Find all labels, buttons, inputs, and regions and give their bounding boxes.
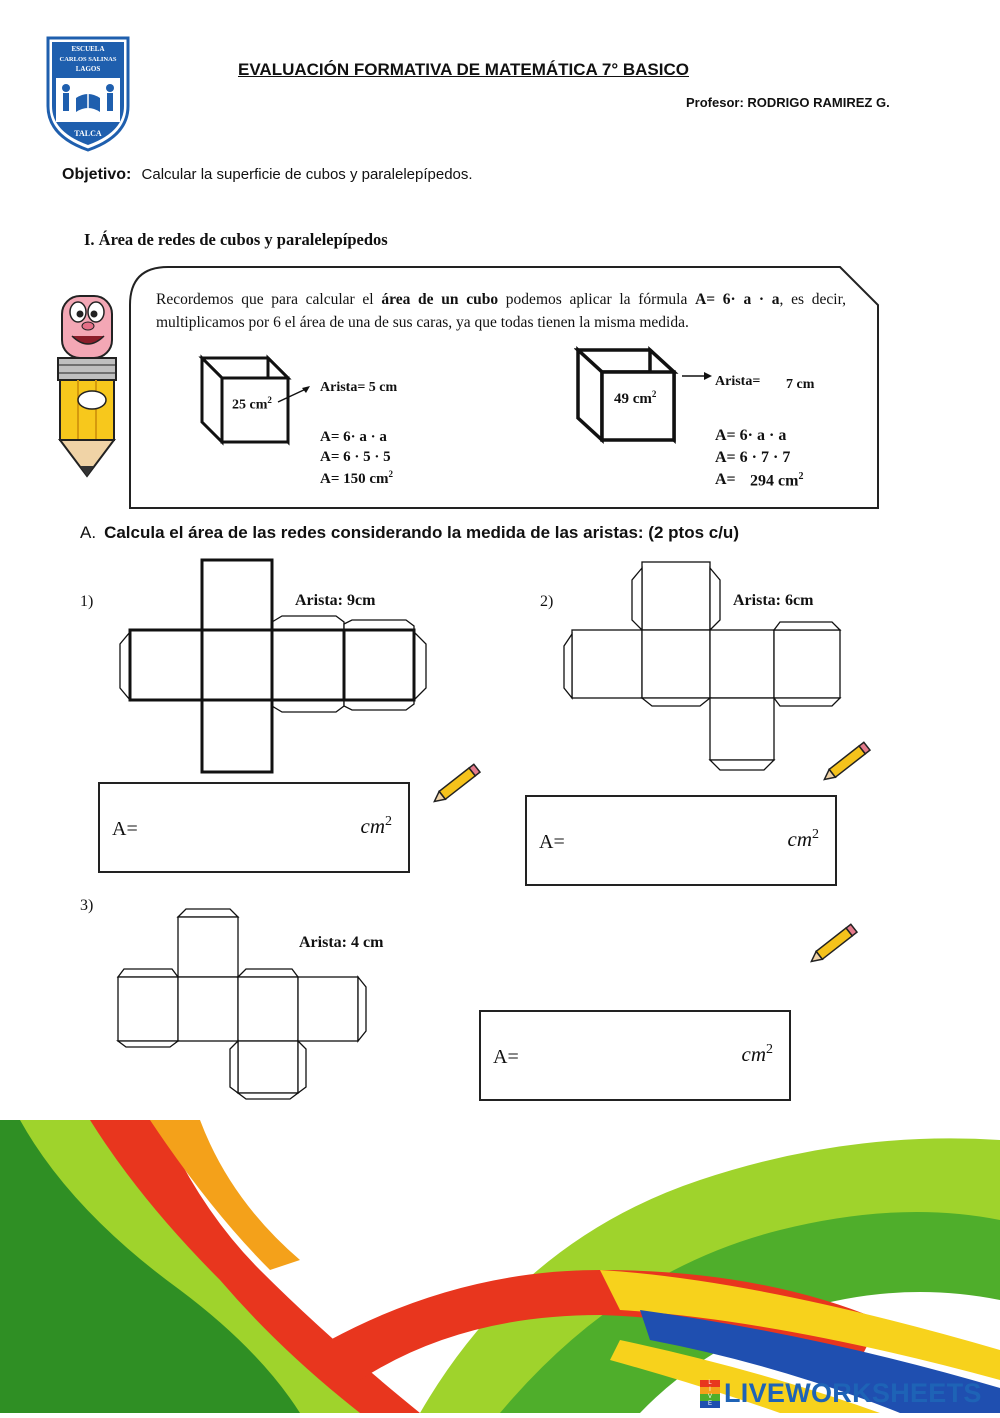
exercise-1-edge: Arista: 9cm	[295, 592, 376, 609]
exercise-3-number: 3)	[80, 897, 94, 914]
answer-label: A=	[539, 831, 565, 853]
example1-face-area: 25 $cm^2$	[232, 395, 272, 413]
answer-label: A=	[493, 1046, 519, 1068]
pencil-mascot	[48, 290, 130, 482]
example2-face-area: 49 $cm^2$	[614, 389, 657, 407]
example2-result: 294 $cm^2$	[750, 471, 804, 490]
arrow-icon	[680, 368, 714, 389]
part-a-instruction	[80, 523, 739, 543]
answer-box-3[interactable]	[479, 1010, 791, 1101]
arrow-icon	[276, 382, 316, 411]
part-a-letter: A.	[80, 523, 97, 542]
teacher-name: Profesor: RODRIGO RAMIREZ G.	[686, 95, 890, 110]
answer-box-1[interactable]	[98, 782, 410, 873]
logo-line-3: LAGOS	[75, 65, 101, 73]
example2-edge-label: Arista=	[715, 374, 761, 389]
watermark-badge: L I V E	[700, 1380, 720, 1408]
objective-label: Objetivo:	[62, 166, 132, 183]
objective	[62, 166, 473, 184]
example2-edge-value: 7 cm	[786, 377, 815, 392]
section-title: I. Área de redes de cubos y paralelepípedos	[84, 230, 388, 249]
example2-line-3: A=	[715, 471, 736, 488]
school-logo	[46, 36, 130, 152]
part-a-text: Calcula el área de las redes considerando la medida de las aristas: (2 ptos c/u)	[104, 523, 739, 542]
answer-box-2[interactable]	[525, 795, 837, 886]
exercise-2-number: 2)	[540, 593, 554, 610]
page-title: EVALUACIÓN FORMATIVA DE MATEMÁTICA 7° BASICO	[238, 60, 689, 79]
example2-line-2: A= 6 · 7 · 7	[715, 449, 791, 466]
answer-label: A=	[112, 818, 138, 840]
pencil-icon	[805, 918, 865, 973]
cube-net-1	[116, 558, 436, 781]
reminder-paragraph	[156, 288, 846, 334]
logo-city: TALCA	[74, 129, 102, 138]
example2-line-1: A= 6· a · a	[715, 427, 787, 444]
reminder-text-3: , es decir, multiplicamos por 6 el área de una de sus caras, ya que todas tienen la misma medida.	[156, 291, 846, 331]
reminder-text-1: Recordemos que para calcular el	[156, 291, 382, 308]
objective-text: Calcular la superficie de cubos y paralelepípedos.	[141, 166, 473, 183]
reminder-text-bold: área de un cubo	[381, 291, 499, 308]
pencil-icon	[818, 736, 878, 791]
reminder-text-2: podemos aplicar la fórmula	[498, 291, 696, 308]
example1-edge: Arista= 5 cm	[320, 380, 398, 395]
example1-line-2: A= 6 · 5 · 5	[320, 449, 391, 465]
exercise-3-edge: Arista: 4 cm	[299, 934, 384, 951]
logo-line-2: CARLOS SALINAS	[59, 56, 117, 63]
watermark-text: LIVEWORKSHEETS	[724, 1378, 982, 1408]
unit-label: $cm^2$	[741, 1042, 773, 1066]
logo-line-1: ESCUELA	[71, 45, 105, 53]
pencil-icon	[428, 758, 488, 813]
decorative-ribbons	[0, 1120, 1000, 1413]
example1-line-3: A= 150 $cm^2$	[320, 469, 394, 487]
exercise-2-edge: Arista: 6cm	[733, 592, 814, 609]
cube-net-3	[114, 905, 374, 1106]
example1-line-1: A= 6· a · a	[320, 429, 387, 445]
formula: A= 6· a · a	[695, 291, 780, 308]
watermark	[700, 1378, 996, 1410]
cube-net-2	[560, 560, 850, 781]
exercise-1-number: 1)	[80, 593, 94, 610]
unit-label: $cm^2$	[787, 827, 819, 851]
unit-label: $cm^2$	[360, 814, 392, 838]
